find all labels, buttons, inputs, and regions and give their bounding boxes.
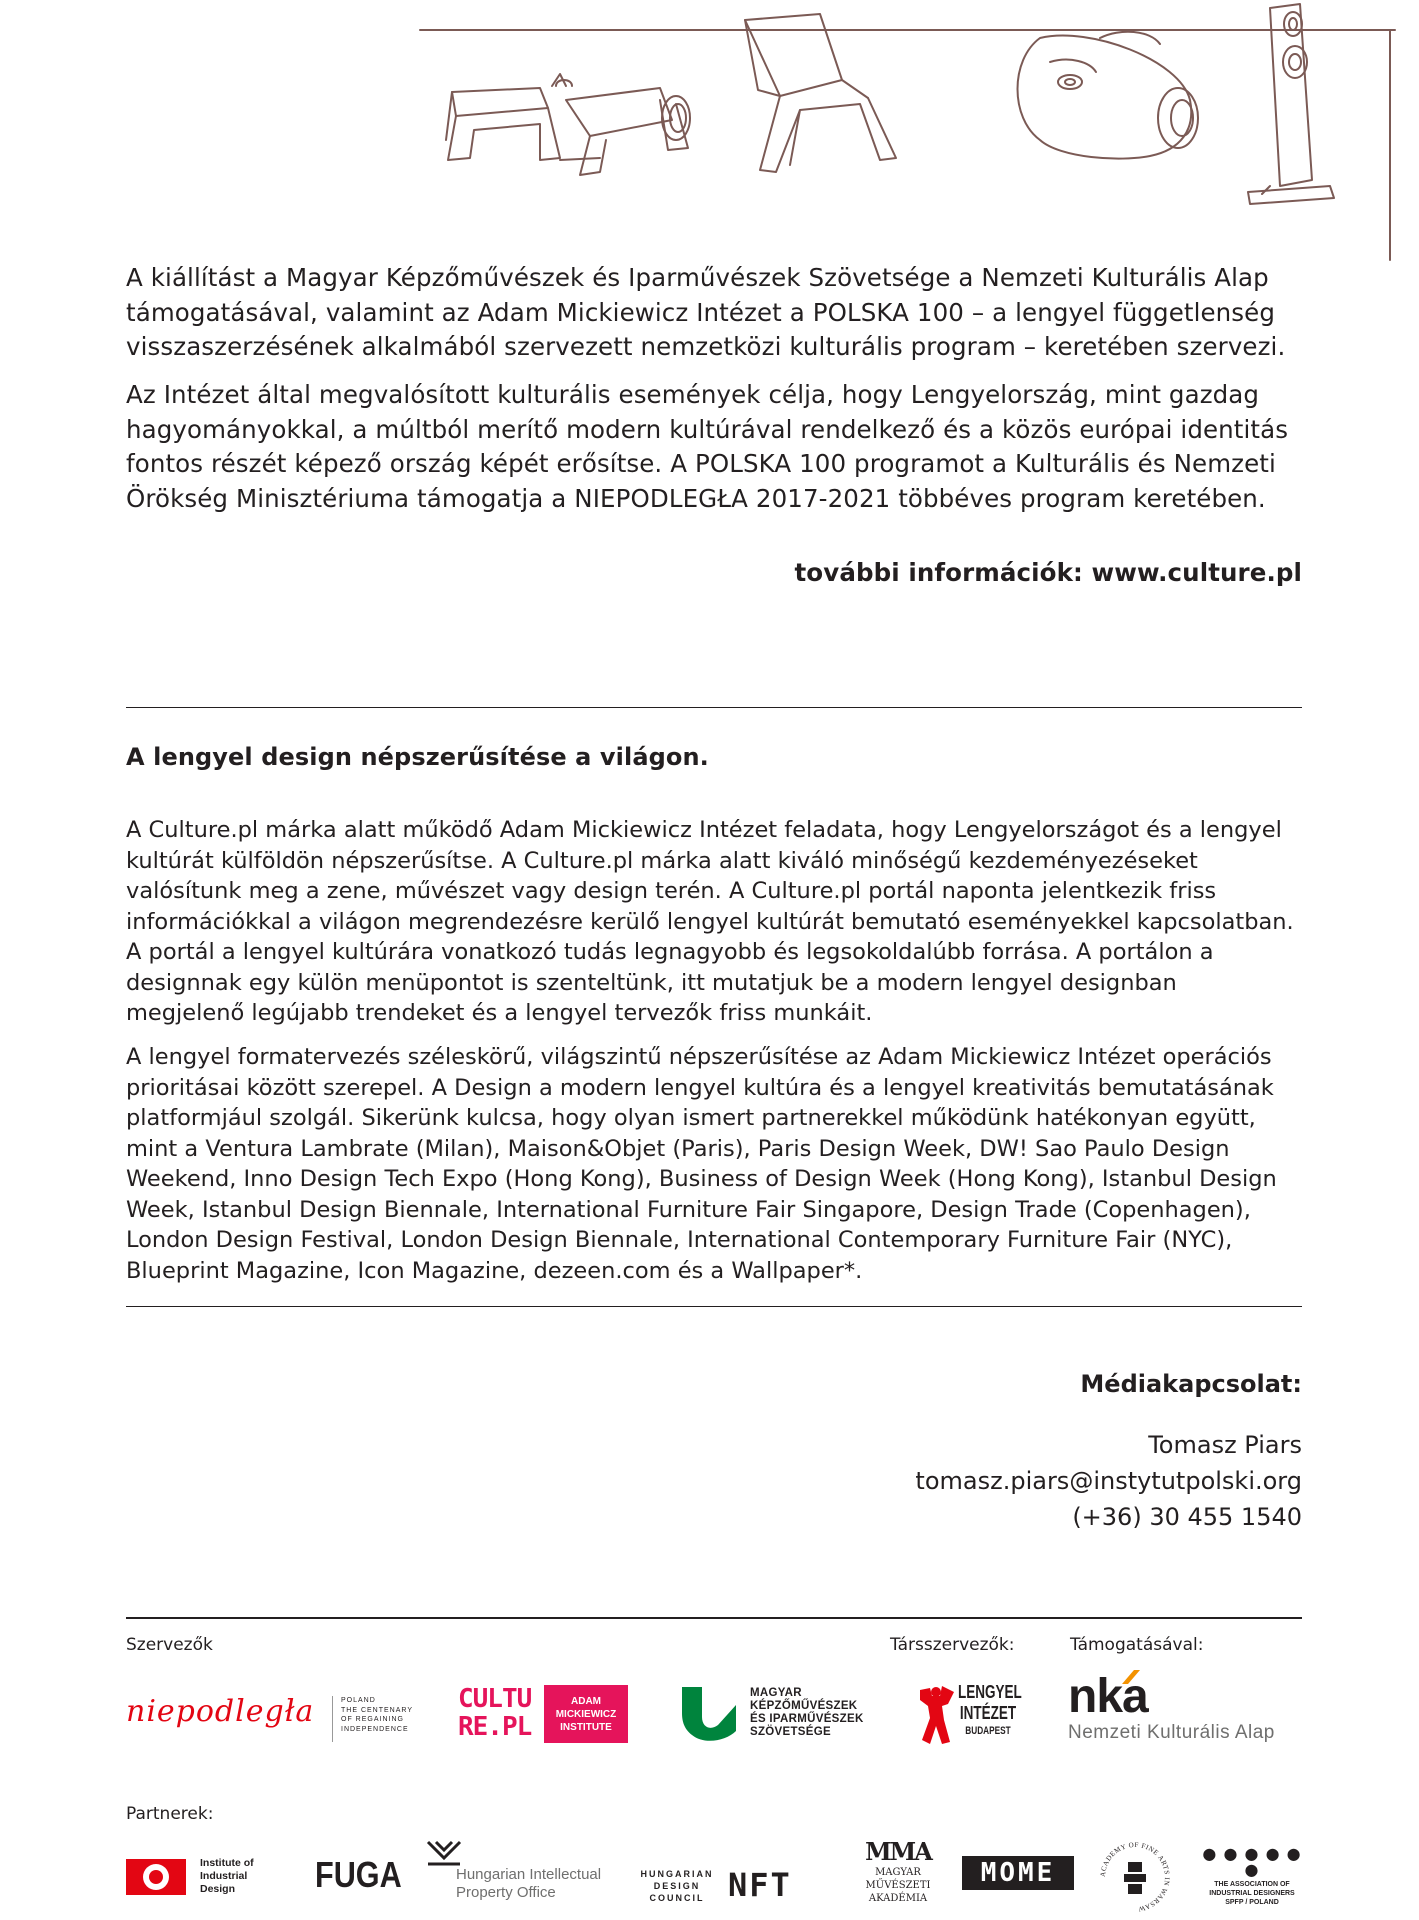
mma-line-3: AKADÉMIA: [868, 1893, 928, 1904]
nka-text: Nemzeti Kulturális Alap: [1068, 1722, 1275, 1743]
contact-name: Tomasz Piars: [1148, 1431, 1302, 1459]
sppf-line-3: SPFP / POLAND: [1225, 1899, 1279, 1906]
media-contact-heading: Médiakapcsolat:: [1080, 1370, 1302, 1398]
culture-pl-logo: [458, 1685, 628, 1743]
figure-icon: [918, 1684, 956, 1748]
mma-mark: MMA: [865, 1837, 931, 1866]
mke-line-2: KÉPZŐMŰVÉSZEK: [750, 1700, 858, 1712]
mma-logo: [862, 1838, 934, 1918]
intro-paragraph-2: Az Intézet által megvalósított kulturális események célja, hogy Lengyelország, mint gazdag hagyományokkal, a múltból merítő modern kultúrával rendelkező és a közös európai identitás fontos részét képező ország képét erősítse. A POLSKA 100 programot a Kulturális és Nemzeti Örökség Minisztériuma támogatja a NIEPODLEGŁA 2017-2021 többéves program keretében.: [126, 380, 1289, 513]
furniture-illustration: [0, 0, 1419, 265]
section-paragraph-2: A lengyel formatervezés széleskörű, világszintű népszerűsítése az Adam Mickiewicz Intézet operációs prioritásai között szerepel. A Design a modern lengyel kultúra és a lengyel kreativitás bemutatásának platformjául szolgál. Sikerünk kulcsa, hogy olyan ismert partnerekkel működünk hatékonyan együtt, mint a Ventura Lambrate (Milan), Maison&Objet (Paris), Paris Design Week, DW! Sao Paulo Design Weekend, Inno Design Tech Expo (Hong Kong), Business of Design Week (Hong Kong), Istanbul Design Week, Istanbul Design Biennale, International Furniture Fair Singapore, Design Trade (Copenhagen), London Design Festival, London Design Biennale, International Contemporary Furniture Fair (NYC), Blueprint Magazine, Icon Magazine, dezeen.com és a Wallpaper*.: [126, 1044, 1277, 1284]
mke-line-1: MAGYAR: [750, 1687, 802, 1699]
ami-line-1: ADAM: [571, 1696, 601, 1707]
coorganizers-label: Társszervezők:: [890, 1635, 1015, 1655]
mome-text: MOME: [980, 1858, 1056, 1888]
iid-mark-icon: [126, 1859, 186, 1895]
partners-label: Partnerek:: [126, 1804, 214, 1824]
mome-logo: [962, 1856, 1074, 1890]
culture-top: CULTU: [458, 1684, 532, 1714]
organizers-label: Szervezők: [126, 1635, 213, 1655]
fuga-logo: FUGA: [315, 1854, 402, 1895]
niepodlegla-logo: [126, 1690, 416, 1750]
more-info-link[interactable]: további információk: www.culture.pl: [794, 558, 1302, 587]
hdc-line-3: COUNCIL: [649, 1893, 705, 1903]
lengyel-line-1: LENGYEL: [958, 1682, 1022, 1702]
niepodlegla-tag-4: INDEPENDENCE: [341, 1725, 409, 1733]
hdc-line-1: HUNGARIAN: [640, 1869, 714, 1879]
hdc-line-2: DESIGN: [653, 1881, 701, 1891]
divider-footer: [126, 1617, 1302, 1619]
mma-line-2: MŰVÉSZETI: [865, 1880, 931, 1891]
niepodlegla-script: niepodległa: [126, 1694, 315, 1729]
media-contact: [700, 1367, 1302, 1535]
contact-email[interactable]: tomasz.piars@instytutpolski.org: [915, 1467, 1302, 1495]
hipo-line-2: Property Office: [456, 1884, 556, 1901]
iid-line-3: Design: [200, 1883, 236, 1895]
divider-top: [126, 707, 1302, 708]
nka-logo: [1068, 1668, 1308, 1748]
iid-line-2: Industrial: [200, 1870, 248, 1882]
sppf-line-1: THE ASSOCIATION OF: [1214, 1881, 1290, 1888]
hipo-mark-icon: [424, 1838, 464, 1868]
mma-line-1: MAGYAR: [875, 1867, 921, 1878]
section-paragraph-1: A Culture.pl márka alatt működő Adam Mickiewicz Intézet feladata, hogy Lengyelországot és a lengyel kultúrát külföldön népszerűsítse. A Culture.pl márka alatt kiváló minőségű kezdeményezéseket valósítunk meg a zene, művészet vagy design terén. A Culture.pl portál naponta jelentkezik friss információkkal a világon megrendezésre kerülő lengyel kultúrát bemutató eseményekkel kapcsolatban. A portál a lengyel kultúrára vonatkozó tudás legnagyobb és legsokoldalúbb forrása. A portálon a designnak egy külön menüpontot is szenteltünk, itt mutatjuk be a modern lengyel designban megjelenő legújabb trendeket és a lengyel tervezők friss munkáit.: [126, 817, 1294, 1026]
asp-warsaw-logo: [1098, 1840, 1172, 1914]
sppf-logo: ● ● ● ● ● ● THE ASSOCIATION OF INDUSTRIAL DESIGNERS SPFP / POLAND: [1200, 1846, 1304, 1906]
ami-line-3: INSTITUTE: [560, 1722, 612, 1733]
ami-line-2: MICKIEWICZ: [555, 1709, 617, 1720]
section-heading: A lengyel design népszerűsítése a világon.: [126, 743, 709, 771]
niepodlegla-tag-2: THE CENTENARY: [341, 1706, 413, 1714]
nft-logo: NFT: [728, 1866, 792, 1904]
mke-line-4: SZÖVETSÉGE: [750, 1726, 831, 1738]
hipo-line-1: Hungarian Intellectual: [456, 1866, 602, 1883]
lengyel-line-3: BUDAPEST: [965, 1725, 1011, 1737]
niepodlegla-tag-1: POLAND: [341, 1697, 376, 1704]
nka-mark: nka: [1068, 1670, 1148, 1723]
iid-line-1: Institute of: [200, 1857, 254, 1869]
sppf-line-2: INDUSTRIAL DESIGNERS: [1209, 1890, 1295, 1897]
mke-line-3: ÉS IPARMŰVÉSZEK: [750, 1713, 864, 1725]
lengyel-intezet-logo: [918, 1680, 1022, 1752]
supporters-label: Támogatásával:: [1070, 1635, 1204, 1655]
divider-middle: [126, 1306, 1302, 1307]
culture-bottom: RE.PL: [458, 1712, 532, 1742]
niepodlegla-tag-3: OF REGAINING: [341, 1716, 404, 1723]
asp-ring-text: ACADEMY OF FINE ARTS IN WARSAW: [1098, 1840, 1172, 1913]
intro-paragraph-1: A kiállítást a Magyar Képzőművészek és Iparművészek Szövetsége a Nemzeti Kulturális Alap támogatásával, valamint az Adam Mickiewicz Intézet a POLSKA 100 – a lengyel függetlenség visszaszerzésének alkalmából szervezett nemzetközi kulturális program – keretében szervezi.: [126, 263, 1286, 361]
hdc-logo: [632, 1868, 722, 1908]
contact-phone[interactable]: (+36) 30 455 1540: [1072, 1503, 1302, 1531]
hipo-logo: [420, 1838, 620, 1906]
mke-logo: [680, 1685, 880, 1745]
lengyel-line-2: INTÉZET: [959, 1703, 1017, 1723]
iid-logo: [126, 1855, 266, 1899]
asp-crest-icon: [1098, 1840, 1172, 1914]
mke-mark-icon: [680, 1685, 740, 1743]
